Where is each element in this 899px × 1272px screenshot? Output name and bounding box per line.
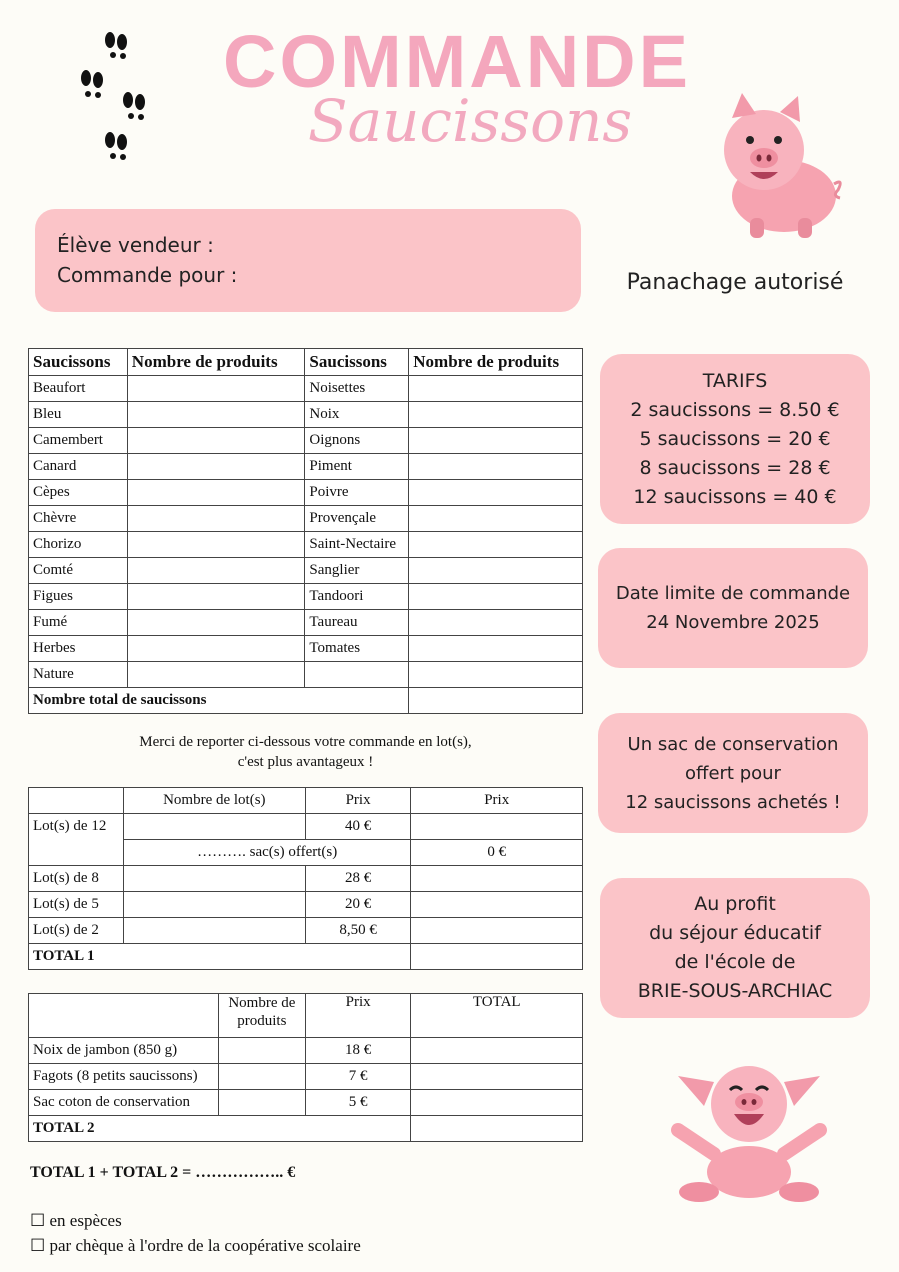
quantity-cell[interactable] — [127, 402, 305, 428]
header-price-total: Prix — [411, 788, 583, 814]
extras-table — [28, 993, 583, 1142]
header-total: TOTAL — [411, 994, 583, 1038]
quantity-cell[interactable] — [127, 454, 305, 480]
quantity-cell[interactable] — [409, 610, 583, 636]
payment-cheque[interactable]: ☐ par chèque à l'ordre de la coopérative scolaire — [30, 1236, 361, 1255]
profit-card: Au profit du séjour éducatif de l'école de BRIE-SOUS-ARCHIAC — [600, 878, 870, 1018]
seller-info-box — [35, 209, 581, 312]
header-products: Nombre de produits — [218, 994, 305, 1038]
product-total-cell[interactable] — [411, 1038, 583, 1064]
quantity-cell[interactable] — [409, 584, 583, 610]
quantity-cell[interactable] — [409, 558, 583, 584]
header-price: Prix — [305, 994, 411, 1038]
table-row: Comté Sanglier — [29, 558, 583, 584]
grand-total: TOTAL 1 + TOTAL 2 = …………….. € — [30, 1164, 296, 1181]
quantity-cell[interactable] — [409, 506, 583, 532]
table-row: Noix de jambon (850 g) 18 € — [29, 1038, 583, 1064]
total-row: TOTAL 2 — [29, 1116, 583, 1142]
happy-pig-illustration-icon — [664, 1054, 834, 1204]
table-row: Lot(s) de 12 40 € — [29, 814, 583, 840]
total1-cell[interactable] — [411, 944, 583, 970]
lot-price-cell[interactable] — [411, 814, 583, 840]
table-row: Canard Piment — [29, 454, 583, 480]
table-row: Herbes Tomates — [29, 636, 583, 662]
product-count-cell[interactable] — [218, 1038, 305, 1064]
header-sausages: Saucissons — [305, 349, 409, 376]
table-row: Figues Tandoori — [29, 584, 583, 610]
table-row: Lot(s) de 2 8,50 € — [29, 918, 583, 944]
quantity-cell[interactable] — [409, 428, 583, 454]
header-price: Prix — [305, 788, 411, 814]
lot-price-cell[interactable] — [411, 866, 583, 892]
sausage-order-table — [28, 348, 583, 714]
quantity-cell[interactable] — [127, 558, 305, 584]
lot-count-cell[interactable] — [123, 814, 305, 840]
quantity-cell[interactable] — [409, 376, 583, 402]
header-lots: Nombre de lot(s) — [123, 788, 305, 814]
total-row: TOTAL 1 — [29, 944, 583, 970]
quantity-cell[interactable] — [409, 402, 583, 428]
pig-illustration-icon — [712, 88, 847, 243]
header-sausages: Saucissons — [29, 349, 128, 376]
table-row: Fumé Taureau — [29, 610, 583, 636]
product-count-cell[interactable] — [218, 1090, 305, 1116]
gift-card: Un sac de conservation offert pour 12 saucissons achetés ! — [598, 713, 868, 833]
product-total-cell[interactable] — [411, 1090, 583, 1116]
lot-price-cell[interactable] — [411, 892, 583, 918]
free-bags-label: ………. sac(s) offert(s) — [123, 840, 411, 866]
quantity-cell[interactable] — [409, 636, 583, 662]
quantity-cell[interactable] — [127, 480, 305, 506]
footprints-icon — [72, 28, 162, 168]
deadline-card: Date limite de commande 24 Novembre 2025 — [598, 548, 868, 668]
quantity-cell[interactable] — [409, 454, 583, 480]
quantity-cell[interactable] — [409, 532, 583, 558]
table-row: Nature — [29, 662, 583, 688]
header-quantity: Nombre de produits — [409, 349, 583, 376]
table-row: Beaufort Noisettes — [29, 376, 583, 402]
quantity-cell[interactable] — [409, 480, 583, 506]
seller-name-label: Élève vendeur : — [57, 233, 214, 257]
table-row: Bleu Noix — [29, 402, 583, 428]
header-quantity: Nombre de produits — [127, 349, 305, 376]
payment-cash[interactable]: ☐ en espèces — [30, 1211, 122, 1230]
total-sausages-label: Nombre total de saucissons — [29, 688, 409, 714]
lot-count-cell[interactable] — [123, 892, 305, 918]
quantity-cell[interactable] — [127, 428, 305, 454]
table-row: Chorizo Saint-Nectaire — [29, 532, 583, 558]
table-row: Chèvre Provençale — [29, 506, 583, 532]
quantity-cell[interactable] — [127, 376, 305, 402]
tarifs-card: TARIFS 2 saucissons = 8.50 € 5 saucissons = 20 € 8 saucissons = 28 € 12 saucissons = 40 € — [600, 354, 870, 524]
product-total-cell[interactable] — [411, 1064, 583, 1090]
total-row — [29, 688, 583, 714]
page-title: COMMANDE — [223, 20, 691, 103]
lot-count-cell[interactable] — [123, 866, 305, 892]
table-row: Lot(s) de 8 28 € — [29, 866, 583, 892]
quantity-cell[interactable] — [127, 636, 305, 662]
quantity-cell[interactable] — [127, 610, 305, 636]
lots-table — [28, 787, 583, 970]
quantity-cell[interactable] — [127, 662, 305, 688]
table-row: Camembert Oignons — [29, 428, 583, 454]
quantity-cell[interactable] — [127, 506, 305, 532]
checkbox-icon[interactable]: ☐ — [30, 1236, 46, 1255]
checkbox-icon[interactable]: ☐ — [30, 1211, 46, 1230]
quantity-cell[interactable] — [127, 532, 305, 558]
page-subtitle: Saucissons — [307, 87, 633, 155]
table-row: Cèpes Poivre — [29, 480, 583, 506]
table-row: Lot(s) de 5 20 € — [29, 892, 583, 918]
quantity-cell[interactable] — [127, 584, 305, 610]
table-row: ………. sac(s) offert(s) 0 € — [29, 840, 583, 866]
table-row: Sac coton de conservation 5 € — [29, 1090, 583, 1116]
product-count-cell[interactable] — [218, 1064, 305, 1090]
order-for-label: Commande pour : — [57, 263, 238, 287]
total-sausages-cell[interactable] — [409, 688, 583, 714]
lot-price-cell[interactable] — [411, 918, 583, 944]
total2-cell[interactable] — [411, 1116, 583, 1142]
quantity-cell[interactable] — [409, 662, 583, 688]
table-row: Fagots (8 petits saucissons) 7 € — [29, 1064, 583, 1090]
mixing-allowed-note: Panachage autorisé — [626, 270, 844, 295]
lot-count-cell[interactable] — [123, 918, 305, 944]
lot-instructions: Merci de reporter ci-dessous votre commande en lot(s), c'est plus avantageux ! — [139, 734, 472, 770]
